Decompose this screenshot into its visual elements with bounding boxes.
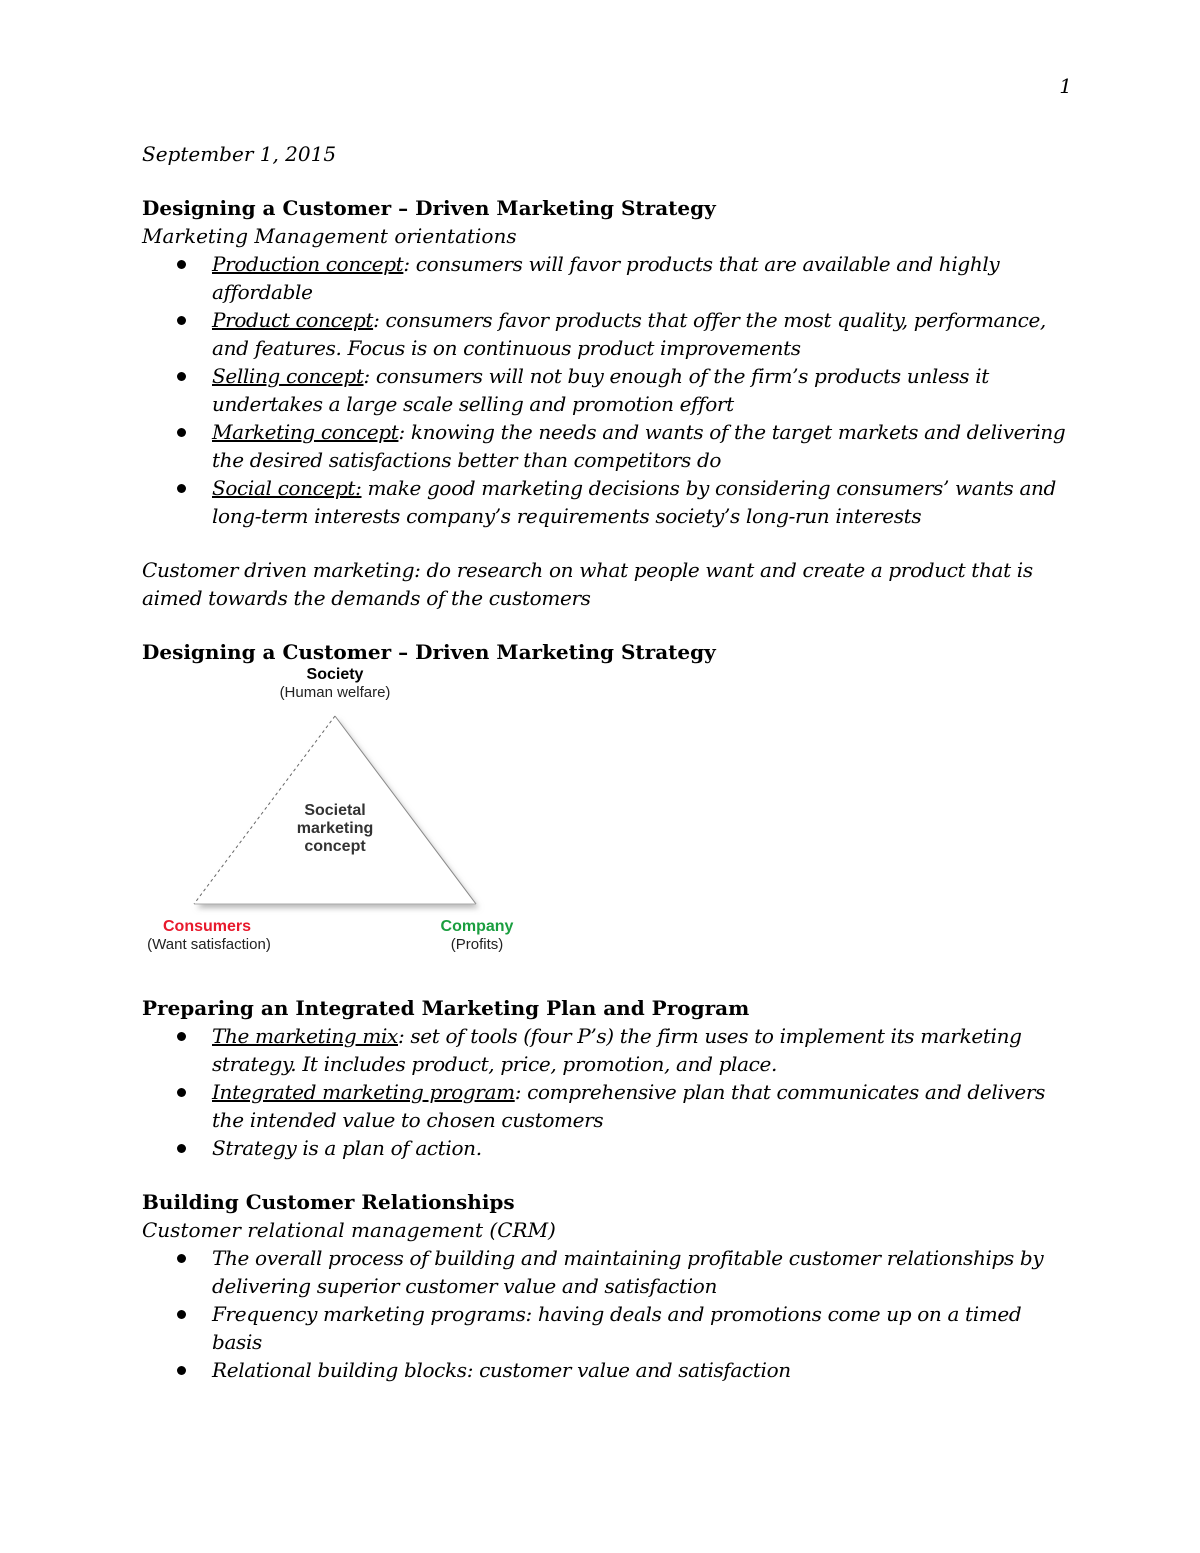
term-label: Production concept xyxy=(212,252,404,276)
term-label: Integrated marketing program xyxy=(212,1080,515,1104)
term-definition: : knowing the needs and wants of the target markets and delivering the desired satisfactions better than competitors do xyxy=(212,420,1066,472)
list-item xyxy=(142,1134,1072,1162)
integrated-plan-list xyxy=(142,1022,1072,1162)
list-item xyxy=(142,1022,1072,1078)
term-definition: : consumers will not buy enough of the firm’s products unless it undertakes a large scale selling and promotion effort xyxy=(212,364,989,416)
document-date: September 1, 2015 xyxy=(142,142,337,166)
center-line-3: concept xyxy=(304,838,366,855)
societal-marketing-diagram xyxy=(142,666,562,966)
company-label: Company xyxy=(440,918,514,935)
section-heading-relationships: Building Customer Relationships xyxy=(142,1190,515,1214)
list-item: Frequency marketing programs: having deals and promotions come up on a timed basis xyxy=(142,1300,1072,1356)
list-item xyxy=(142,474,1072,530)
section-heading-strategy: Designing a Customer – Driven Marketing Strategy xyxy=(142,196,716,220)
term-definition: : comprehensive plan that communicates and delivers the intended value to chosen customers xyxy=(212,1080,1046,1132)
customer-driven-paragraph: Customer driven marketing: do research on what people want and create a product that is aimed towards the demands of the customers xyxy=(142,558,1033,610)
consumers-label: Consumers xyxy=(162,918,252,935)
list-item xyxy=(142,418,1072,474)
term-definition: Strategy is a plan of action. xyxy=(212,1136,482,1160)
list-item xyxy=(142,1078,1072,1134)
list-item xyxy=(142,306,1072,362)
document-body xyxy=(142,140,1072,1384)
term-label: The marketing mix xyxy=(212,1024,398,1048)
society-sublabel: (Human welfare) xyxy=(279,684,391,701)
term-label: Product concept xyxy=(212,308,374,332)
crm-list xyxy=(142,1244,1072,1384)
section-subtitle-orientations: Marketing Management orientations xyxy=(142,224,517,248)
term-definition: make good marketing decisions by considering consumers’ wants and long-term interests company’s requirements society’s long-run interests xyxy=(212,476,1057,528)
center-line-2: marketing xyxy=(296,820,374,837)
term-definition: : consumers favor products that offer the most quality, performance, and features. Focus is on continuous product improvements xyxy=(212,308,1046,360)
section-heading-strategy-diagram: Designing a Customer – Driven Marketing Strategy xyxy=(142,640,716,664)
term-label: Marketing concept xyxy=(212,420,399,444)
list-item xyxy=(142,362,1072,418)
term-definition: : consumers will favor products that are available and highly affordable xyxy=(212,252,1000,304)
page-number: 1 xyxy=(1059,74,1072,98)
company-sublabel: (Profits) xyxy=(450,936,504,953)
society-label: Society xyxy=(306,666,364,683)
term-definition: : set of tools (four P’s) the firm uses to implement its marketing strategy. It includes product, price, promotion, and place. xyxy=(212,1024,1022,1076)
list-item xyxy=(142,250,1072,306)
consumers-sublabel: (Want satisfaction) xyxy=(147,936,271,953)
term-label: Selling concept xyxy=(212,364,364,388)
term-label: Social concept: xyxy=(212,476,362,500)
center-line-1: Societal xyxy=(304,802,366,819)
list-item: Relational building blocks: customer value and satisfaction xyxy=(142,1356,1072,1384)
orientations-list xyxy=(142,250,1072,530)
section-heading-integrated-plan: Preparing an Integrated Marketing Plan and Program xyxy=(142,996,750,1020)
list-item: The overall process of building and maintaining profitable customer relationships by delivering superior customer value and satisfaction xyxy=(142,1244,1072,1300)
section-subtitle-crm: Customer relational management (CRM) xyxy=(142,1218,556,1242)
